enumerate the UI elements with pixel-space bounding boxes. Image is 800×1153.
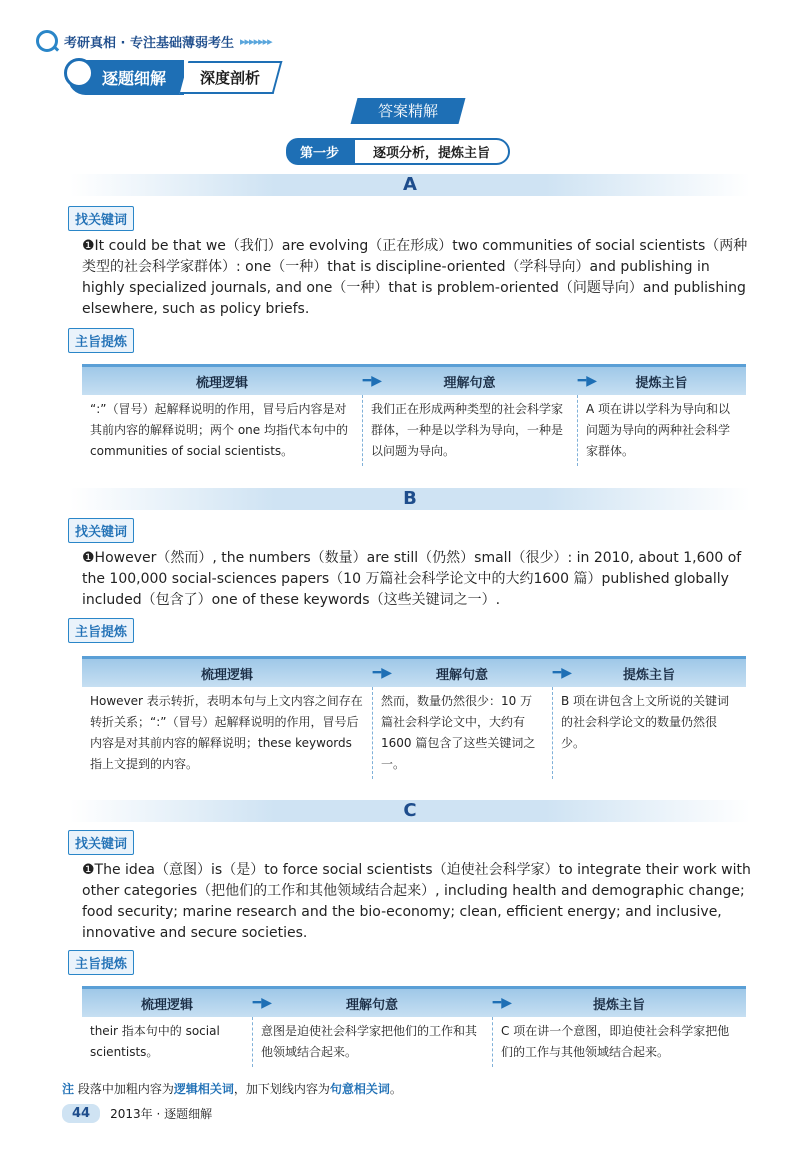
section-letter-a: A — [70, 174, 750, 196]
summary-tag-b: 主旨提炼 — [68, 618, 134, 643]
footnote-text: 段落中加粗内容为 — [77, 1082, 174, 1096]
page-number: 44 — [62, 1104, 100, 1123]
brand-text: 考研真相 · 专注基础薄弱考生 — [64, 35, 234, 51]
arrow-icon: ━▶ — [552, 665, 572, 681]
section-letter-b: B — [70, 488, 750, 510]
section-sub-text: 深度剖析 — [200, 69, 261, 87]
footnote — [62, 1080, 402, 1097]
col-meaning: 理解句意 ━▶ — [435, 665, 572, 683]
footnote-mark: 注 — [62, 1082, 75, 1096]
keyword-tag-a: 找关键词 — [68, 206, 134, 231]
cell-meaning: 然而，数量仍然很少：10 万篇社会科学论文中，大约有 1600 篇包含了这些关键词之一。 — [372, 687, 552, 779]
page-footer — [62, 1104, 212, 1123]
arrow-icon: ━▶ — [252, 995, 272, 1011]
arrow-icon: ━▶ — [577, 373, 597, 389]
arrows-decoration: ▸▸▸▸▸▸▸ — [240, 34, 272, 48]
cell-meaning: 我们正在形成两种类型的社会科学家群体，一种是以学科为导向，一种是以问题为导向。 — [362, 395, 577, 466]
col-meaning: 理解句意 ━▶ — [443, 373, 597, 391]
cell-gist: B 项在讲包含上文所说的关键词的社会科学论文的数量仍然很少。 — [552, 687, 746, 779]
brand-header — [36, 30, 272, 52]
section-main-label — [68, 60, 184, 95]
magnifier-icon — [64, 58, 94, 88]
analysis-table-b — [82, 656, 746, 779]
footnote-text: 。 — [389, 1082, 402, 1096]
keyword-tag-c: 找关键词 — [68, 830, 134, 855]
analysis-table-c — [82, 986, 746, 1067]
step-label: 第一步 — [286, 138, 353, 165]
section-badge — [68, 60, 278, 95]
magnifier-logo-icon — [36, 30, 58, 52]
table-header — [82, 986, 746, 1017]
cell-logic: However 表示转折，表明本句与上文内容之间存在转折关系；“:”（冒号）起解释说明的作用，冒号后内容是对其前内容的解释说明；these keywords 指上文提到的内容。 — [90, 694, 363, 771]
arrow-icon: ━▶ — [492, 995, 512, 1011]
col-gist: 提炼主旨 — [592, 997, 645, 1013]
col-logic: 梳理逻辑 ━▶ — [140, 995, 272, 1013]
section-letter-c: C — [70, 800, 750, 822]
col-logic: 梳理逻辑 ━▶ — [200, 665, 392, 683]
cell-gist: C 项在讲一个意图，即迫使社会科学家把他们的工作与其他领域结合起来。 — [492, 1017, 746, 1067]
footnote-text: ，加下划线内容为 — [233, 1082, 330, 1096]
paragraph-b: ❶However（然而）, the numbers（数量）are still（仍然）small（很少）: in 2010, about 1,600 of the 100,000 social-sciences papers（10 万篇社会科学论文中的大约1600 篇）published globally included（包含了）one of these keywords（这些关键词之一）. — [82, 550, 742, 608]
keyword-tag-b: 找关键词 — [68, 518, 134, 543]
cell-meaning: 意图是迫使社会科学家把他们的工作和其他领域结合起来。 — [252, 1017, 492, 1067]
answer-title — [351, 98, 466, 124]
table-row — [82, 687, 746, 779]
table-row — [82, 395, 746, 466]
table-header — [82, 364, 746, 395]
col-gist: 提炼主旨 — [635, 375, 688, 391]
table-header — [82, 656, 746, 687]
paragraph-a: ❶It could be that we（我们）are evolving（正在形成）two communities of social scientists（两种类型的社会科学家群体）: one（一种）that is discipline-oriented（学科导向）and publishing in highly specialized journals, and one（一种）that is problem-oriented（问题导向）and publishing elsewhere, such as policy briefs. — [82, 238, 748, 317]
summary-tag-a: 主旨提炼 — [68, 328, 134, 353]
col-gist: 提炼主旨 — [622, 667, 675, 683]
table-row — [82, 1017, 746, 1067]
answer-title-text: 答案精解 — [377, 102, 438, 120]
cell-logic: their 指本句中的 social scientists。 — [90, 1024, 220, 1059]
footnote-bold-meaning: 句意相关词 — [329, 1082, 390, 1096]
cell-gist: A 项在讲以学科为导向和以问题为导向的两种社会科学家群体。 — [577, 395, 746, 466]
section-main-text: 逐题细解 — [102, 69, 167, 88]
paragraph-c: ❶The idea（意图）is（是）to force social scientists（迫使社会科学家）to integrate their work with other categories（把他们的工作和其他领域结合起来）, including health and demographic change; food security; marine research and the bio-economy; clean, efficient energy; and inclusive, innovative and secure societies. — [82, 862, 751, 941]
section-sub-label — [180, 61, 283, 94]
col-meaning: 理解句意 ━▶ — [345, 995, 512, 1013]
step-text: 逐项分析，提炼主旨 — [353, 138, 510, 165]
arrow-icon: ━▶ — [362, 373, 382, 389]
arrow-icon: ━▶ — [372, 665, 392, 681]
col-logic: 梳理逻辑 ━▶ — [195, 373, 382, 391]
cell-logic: “:”（冒号）起解释说明的作用，冒号后内容是对其前内容的解释说明；两个 one 均指代本句中的 communities of social scientists。 — [90, 402, 348, 458]
summary-tag-c: 主旨提炼 — [68, 950, 134, 975]
analysis-table-a — [82, 364, 746, 466]
step-banner — [286, 138, 510, 165]
footer-label: 2013年 · 逐题细解 — [110, 1107, 213, 1121]
footnote-bold-logic: 逻辑相关词 — [173, 1082, 234, 1096]
